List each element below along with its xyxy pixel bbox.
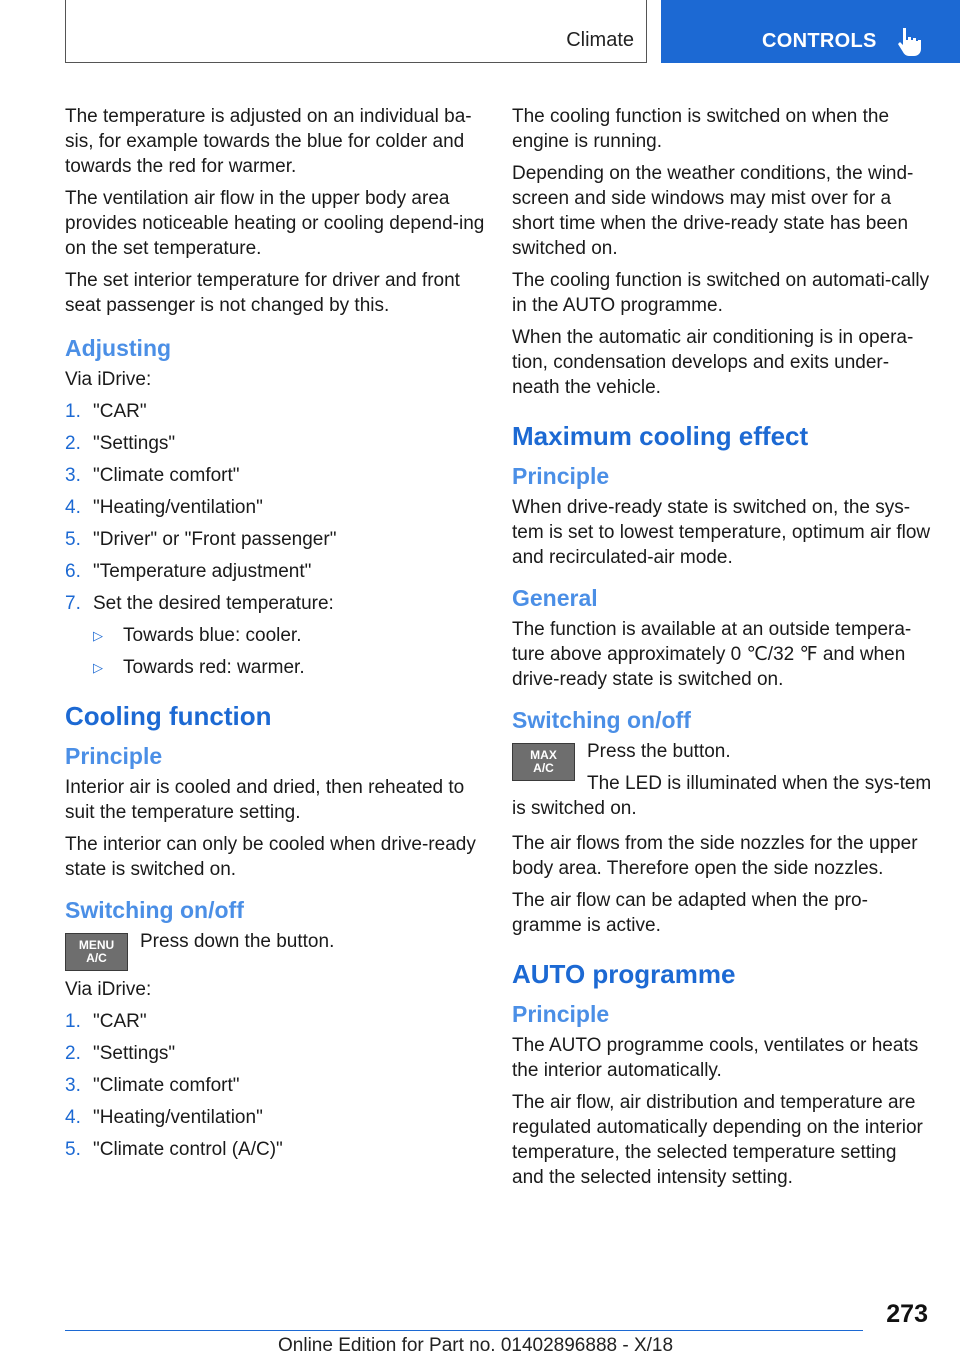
header-section-box <box>65 0 647 63</box>
principle-paragraph: The air flow, air distribution and temperature are regulated automatically depending on the interior temperature, the selected temperature setting and the selected intensity setting. <box>512 1092 923 1188</box>
adjusting-heading: Adjusting <box>65 335 172 361</box>
list-item: 3. "Climate comfort" <box>65 1075 240 1096</box>
principle-paragraph: The AUTO programme cools, ventilates or heats the interior automatically. <box>512 1035 919 1081</box>
general-heading: General <box>512 585 598 611</box>
intro-paragraph: When the automatic air conditioning is in opera-tion, condensation develops and exits under-neath the vehicle. <box>512 327 914 398</box>
list-item: 5. "Driver" or "Front passenger" <box>65 529 337 550</box>
edition-note: Online Edition for Part no. 01402896888 - X/18 <box>278 1335 674 1356</box>
via-idrive-label: Via iDrive: <box>65 369 152 390</box>
principle-paragraph: The interior can only be cooled when drive-ready state is switched on. <box>65 834 476 880</box>
button-instruction: Press down the button. <box>140 931 335 952</box>
air-flow-paragraph: The air flows from the side nozzles for the upper body area. Therefore open the side nozzles. <box>512 833 918 879</box>
list-item: 4. "Heating/ventilation" <box>65 1107 263 1128</box>
max-ac-button-icon: MAX A/C <box>512 743 575 781</box>
list-item: 7. Set the desired temperature: <box>65 593 334 614</box>
list-item: 1. "CAR" <box>65 401 147 422</box>
button-instruction: Press the button. <box>587 741 731 762</box>
section-title: Climate <box>566 29 634 51</box>
page-number: 273 <box>886 1300 928 1328</box>
auto-programme-heading: AUTO programme <box>512 959 736 989</box>
via-idrive-label: Via iDrive: <box>65 979 152 1000</box>
air-flow-paragraph: The air flow can be adapted when the pro-gramme is active. <box>512 890 868 936</box>
menu-ac-button-icon: MENU A/C <box>65 933 128 971</box>
footer-divider <box>65 1330 863 1331</box>
menu-ac-instruction <box>65 929 485 973</box>
principle-heading: Principle <box>65 743 163 769</box>
list-item: 2. "Settings" <box>65 433 176 454</box>
list-item: 1. "CAR" <box>65 1011 147 1032</box>
list-item: 5. "Climate control (A/C)" <box>65 1139 283 1160</box>
chapter-title: CONTROLS <box>762 30 877 52</box>
list-item: 2. "Settings" <box>65 1043 176 1064</box>
right-column <box>512 104 932 1197</box>
intro-paragraph: The cooling function is switched on automati-cally in the AUTO programme. <box>512 270 930 316</box>
pointing-hand-icon <box>897 26 923 56</box>
chapter-tab <box>661 0 960 63</box>
triangle-bullet-icon: ▷ <box>93 628 103 643</box>
list-item: 6. "Temperature adjustment" <box>65 561 312 582</box>
led-note: The LED is illuminated when the sys-tem is switched on. <box>512 773 932 819</box>
principle-paragraph: Interior air is cooled and dried, then reheated to suit the temperature setting. <box>65 777 465 823</box>
left-column <box>65 104 485 1169</box>
list-item: ▷ Towards red: warmer. <box>93 657 305 678</box>
intro-paragraph: The cooling function is switched on when the engine is running. <box>512 106 890 152</box>
intro-paragraph: Depending on the weather conditions, the wind-screen and side windows may mist over for a short time when the drive-ready state has been switched on. <box>512 163 914 259</box>
temperature-sublist <box>65 623 485 680</box>
cooling-steps <box>65 1009 485 1162</box>
max-ac-instruction <box>512 739 932 821</box>
switching-heading: Switching on/off <box>512 707 691 733</box>
intro-paragraph: The set interior temperature for driver and front seat passenger is not changed by this. <box>65 270 460 316</box>
switching-heading: Switching on/off <box>65 897 244 923</box>
principle-paragraph: When drive-ready state is switched on, the sys-tem is set to lowest temperature, optimum air flow and recirculated-air mode. <box>512 497 931 568</box>
list-item: ▷ Towards blue: cooler. <box>93 625 302 646</box>
general-paragraph: The function is available at an outside tempera-ture above approximately 0 ℃/32 ℉ and when drive-ready state is switched on. <box>512 619 912 690</box>
principle-heading: Principle <box>512 463 610 489</box>
maximum-cooling-heading: Maximum cooling effect <box>512 421 809 451</box>
intro-paragraph: The ventilation air flow in the upper body area provides noticeable heating or cooling depend-ing on the set temperature. <box>65 188 485 259</box>
principle-heading: Principle <box>512 1001 610 1027</box>
intro-paragraph: The temperature is adjusted on an individual ba-sis, for example towards the blue for colder and towards the red for warmer. <box>65 106 472 177</box>
list-item: 3. "Climate comfort" <box>65 465 240 486</box>
triangle-bullet-icon: ▷ <box>93 660 103 675</box>
cooling-function-heading: Cooling function <box>65 701 272 731</box>
list-item: 4. "Heating/ventilation" <box>65 497 263 518</box>
adjusting-steps <box>65 399 485 616</box>
